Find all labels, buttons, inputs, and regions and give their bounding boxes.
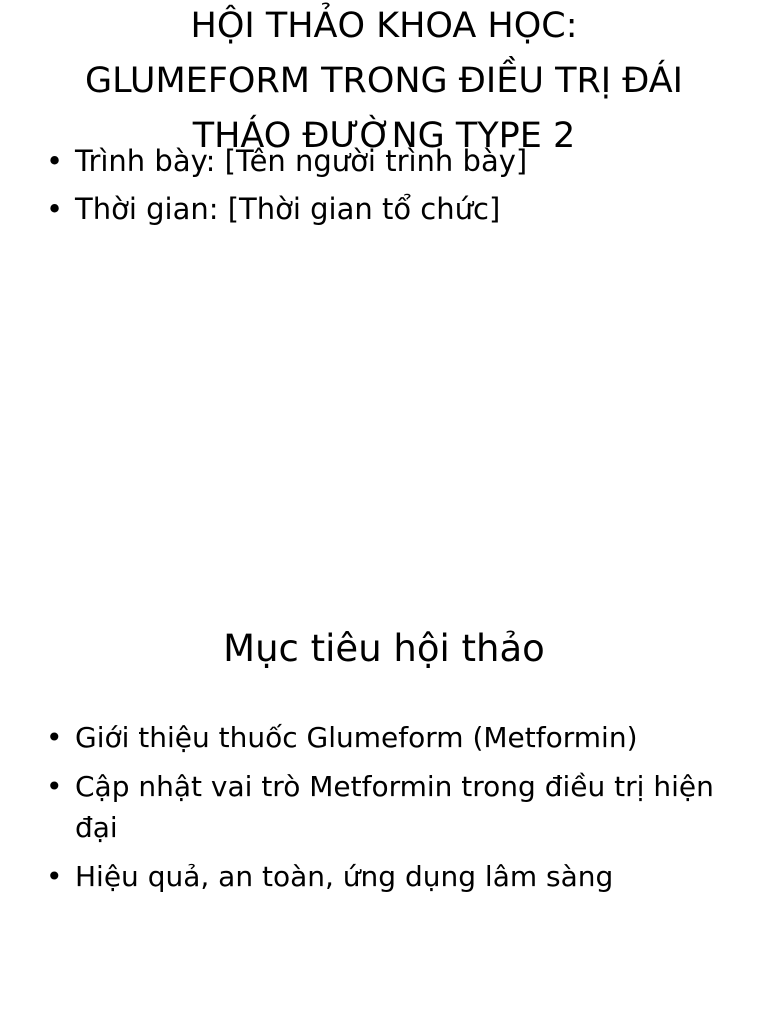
bullet-item: [46, 141, 726, 181]
bullet-list: [46, 141, 726, 237]
objectives-slide: [0, 576, 768, 1024]
bullet-item: [46, 766, 726, 848]
bullet-item: [46, 717, 726, 758]
bullet-text: Thời gian: [Thời gian tổ chức]: [75, 192, 501, 226]
title-line: GLUMEFORM TRONG ĐIỀU TRỊ ĐÁI: [84, 61, 684, 101]
bullet-text: Cập nhật vai trò Metformin trong điều trị hiện đại: [75, 770, 714, 844]
bullet-item: [46, 189, 726, 229]
bullet-text: Trình bày: [Tên người trình bày]: [75, 144, 528, 178]
title-line: HỘI THẢO KHOA HỌC:: [190, 6, 578, 46]
slide-title: Mục tiêu hội thảo: [223, 627, 545, 670]
slide-title: [30, 0, 738, 164]
bullet-dot: •: [46, 770, 63, 803]
bullet-dot: •: [46, 721, 63, 754]
bullet-text: Giới thiệu thuốc Glumeform (Metformin): [75, 721, 638, 754]
bullet-dot: •: [46, 192, 64, 226]
bullet-item: [46, 856, 726, 897]
bullet-list: [46, 717, 726, 905]
bullet-text: Hiệu quả, an toàn, ứng dụng lâm sàng: [75, 860, 614, 893]
bullet-dot: •: [46, 144, 64, 178]
bullet-dot: •: [46, 860, 63, 893]
title-line: THÁO ĐƯỜNG TYPE 2: [192, 116, 576, 156]
